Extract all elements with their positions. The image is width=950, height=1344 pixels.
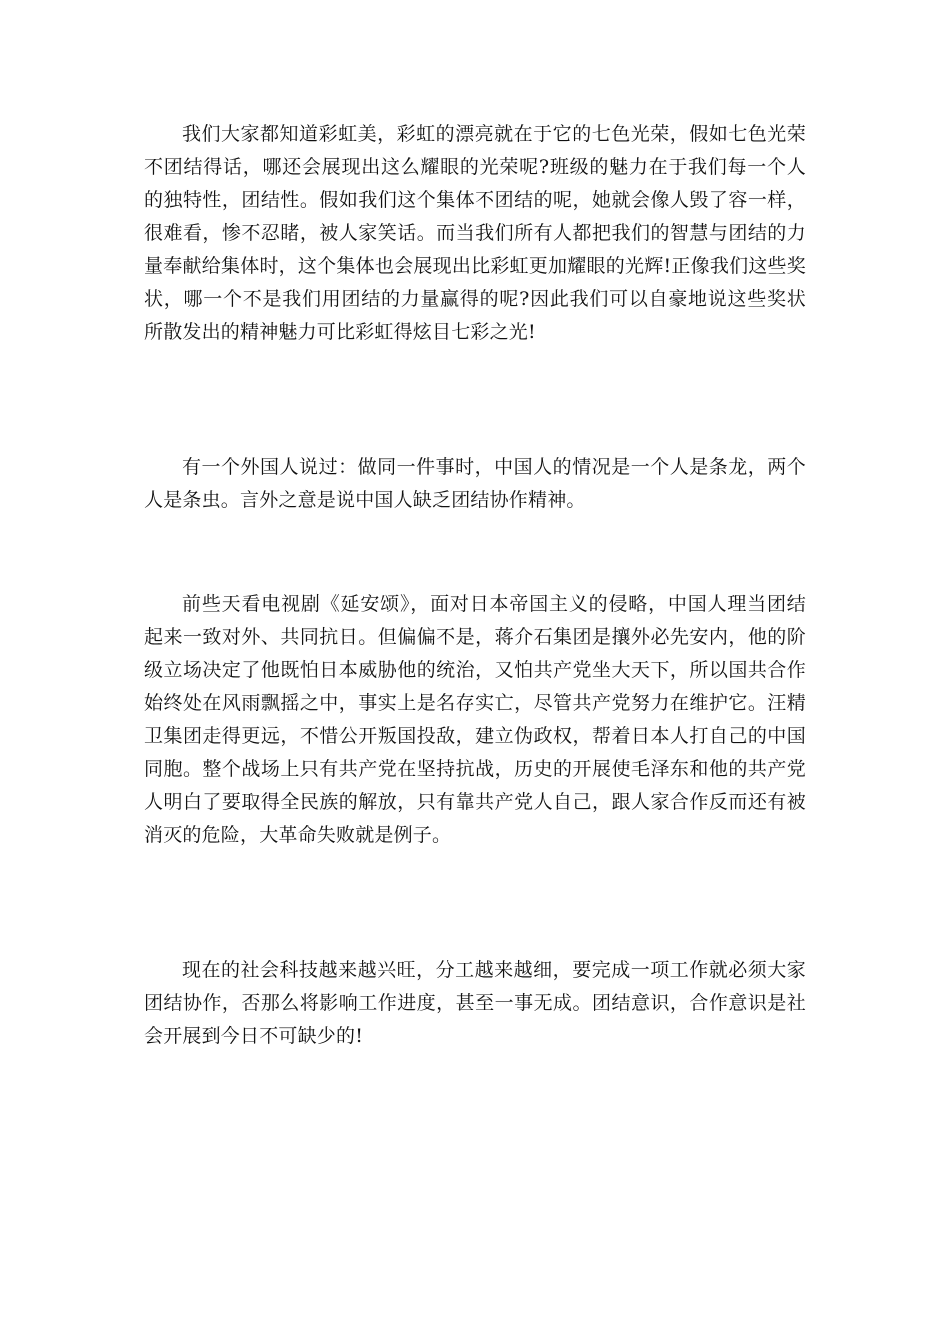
paragraph-modern-society: 现在的社会科技越来越兴旺，分工越来越细，要完成一项工作就必须大家团结协作，否那么将影响工作进度，甚至一事无成。团结意识，合作意识是社会开展到今日不可缺少的! [144, 959, 806, 1047]
paragraph-rainbow-unity: 我们大家都知道彩虹美，彩虹的漂亮就在于它的七色光荣，假如七色光荣不团结得话，哪还会展现出这么耀眼的光荣呢?班级的魅力在于我们每一个人的独特性，团结性。假如我们这个集体不团结的呢，她就会像人毁了容一样，很难看，惨不忍睹，被人家笑话。而当我们所有人都把我们的智慧与团结的力量奉献给集体时，这个集体也会展现出比彩虹更加耀眼的光辉!正像我们这些奖状，哪一个不是我们用团结的力量赢得的呢?因此我们可以自豪地说这些奖状所散发出的精神魅力可比彩虹得炫目七彩之光! [144, 123, 806, 343]
paragraph-yanan-drama: 前些天看电视剧《延安颂》，面对日本帝国主义的侵略，中国人理当团结起来一致对外、共同抗日。但偏偏不是，蒋介石集团是攘外必先安内，他的阶级立场决定了他既怕日本威胁他的统治，又怕共产党坐大天下，所以国共合作始终处在风雨飘摇之中，事实上是名存实亡，尽管共产党努力在维护它。汪精卫集团走得更远，不惜公开叛国投敌，建立伪政权，帮着日本人打自己的中国同胞。整个战场上只有共产党在坚持抗战，历史的开展使毛泽东和他的共产党人明白了要取得全民族的解放，只有靠共产党人自己，跟人家合作反而还有被消灭的危险，大革命失败就是例子。 [144, 593, 806, 846]
paragraph-foreigner-quote: 有一个外国人说过：做同一件事时，中国人的情况是一个人是条龙，两个人是条虫。言外之意是说中国人缺乏团结协作精神。 [144, 456, 806, 511]
